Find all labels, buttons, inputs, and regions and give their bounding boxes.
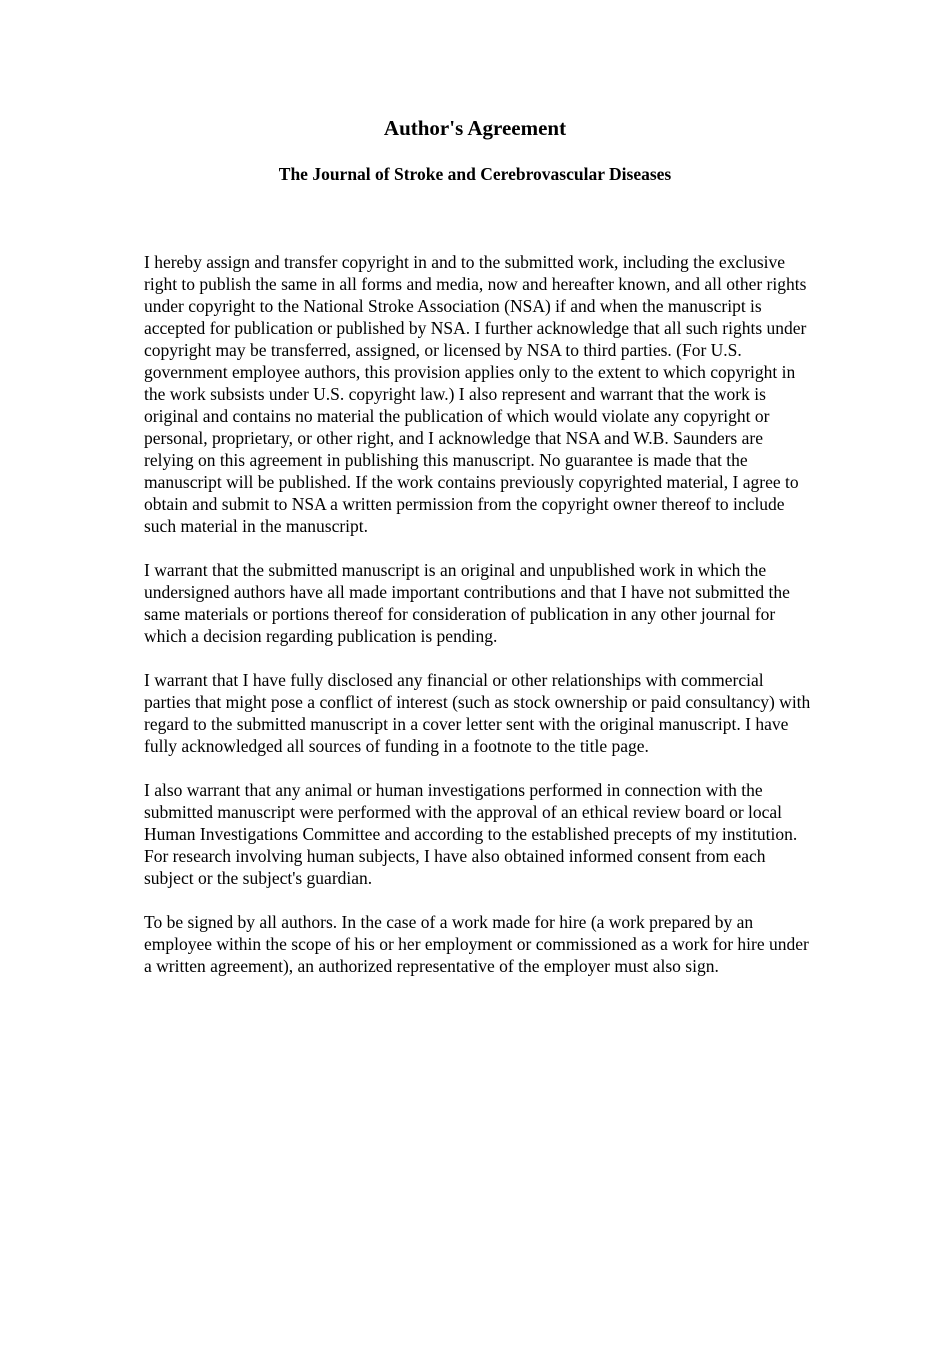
paragraph-copyright-transfer: I hereby assign and transfer copyright in and to the submitted work, including the exclusive right to publish the same in all forms and media, now and hereafter known, and all other rights under copyright to the National Stroke Association (NSA) if and when the manuscript is accepted for publication or published by NSA. I further acknowledge that all such rights under copyright may be transferred, assigned, or licensed by NSA to third parties. (For U.S. government employee authors, this provision applies only to the extent to which copyright in the work subsists under U.S. copyright law.) I also represent and warrant that the work is original and contains no material the publication of which would violate any copyright or personal, proprietary, or other right, and I acknowledge that NSA and W.B. Saunders are relying on this agreement in publishing this manuscript. No guarantee is made that the manuscript will be published. If the work contains previously copyrighted material, I agree to obtain and submit to NSA a written permission from the copyright owner thereof to include such material in the manuscript. — [144, 252, 807, 536]
paragraph-ethics-warranty: I also warrant that any animal or human investigations performed in connection with the submitted manuscript were performed with the approval of an ethical review board or local Human Investigations Committee and according to the established precepts of my institution. For research involving human subjects, I have also obtained informed consent from each subject or the subject's guardian. — [144, 780, 798, 888]
paragraph-signature-instructions: To be signed by all authors. In the case of a work made for hire (a work prepared by an employee within the scope of his or her employment or commissioned as a work for hire under a written agreement), an authorized representative of the employer must also sign. — [144, 912, 809, 976]
journal-name: The Journal of Stroke and Cerebrovascular Diseases — [278, 164, 672, 184]
document-title: Author's Agreement — [383, 116, 567, 140]
agreement-body — [144, 251, 812, 999]
paragraph-originality-warranty: I warrant that the submitted manuscript is an original and unpublished work in which the undersigned authors have all made important contributions and that I have not submitted the same materials or portions thereof for consideration of publication in any other journal for which a decision regarding publication is pending. — [144, 560, 790, 646]
paragraph-disclosure-warranty: I warrant that I have fully disclosed any financial or other relationships with commercial parties that might pose a conflict of interest (such as stock ownership or paid consultancy) with regard to the submitted manuscript in a cover letter sent with the original manuscript. I have fully acknowledged all sources of funding in a footnote to the title page. — [144, 670, 811, 756]
